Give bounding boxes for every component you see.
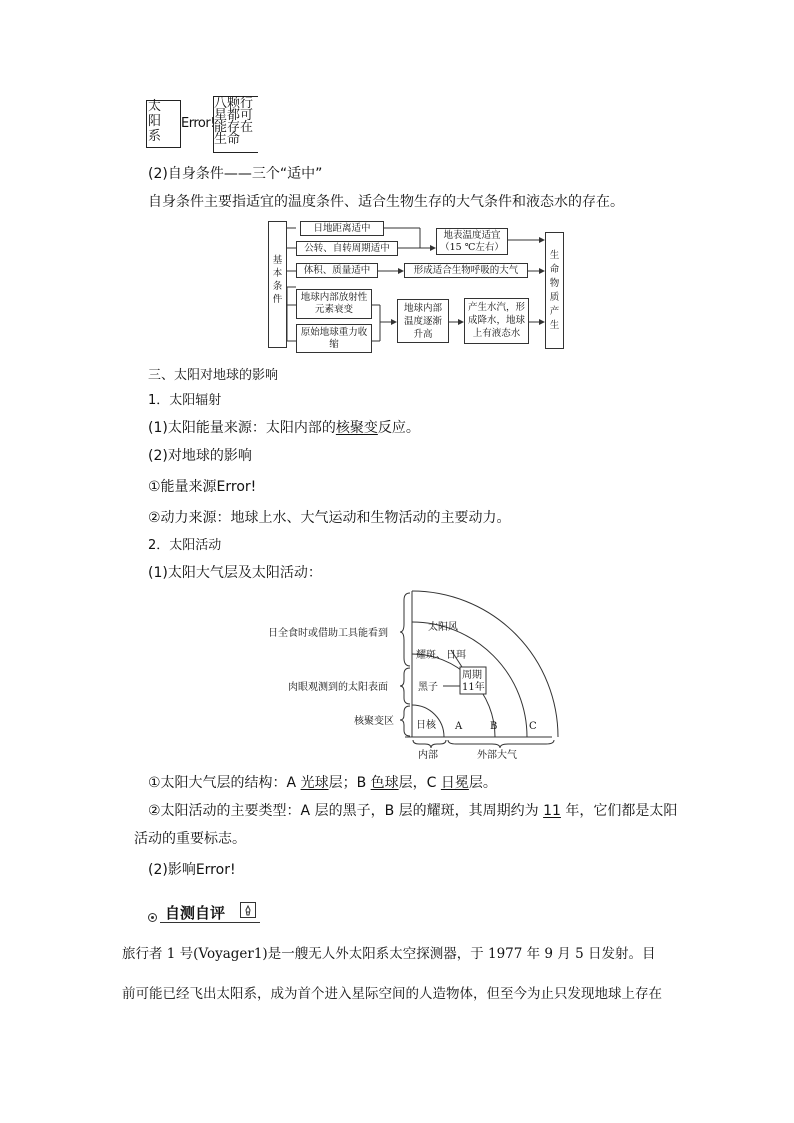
structure-text: ①太阳大气层的结构：A	[148, 775, 301, 791]
label-layer-c: C	[529, 721, 537, 732]
result-char: 命	[549, 264, 560, 275]
self-test-heading: 自测自评	[165, 904, 226, 922]
corona-arc	[412, 591, 558, 737]
energy-source-error: ①能量来源Error!	[148, 479, 257, 495]
solar-atmosphere-heading: (1)太阳大气层及太阳活动：	[148, 565, 322, 581]
photosphere-answer: 光球	[300, 775, 329, 791]
activity-text: 年，它们都是太阳	[560, 803, 678, 819]
impact-heading: (2)对地球的影响	[148, 448, 252, 464]
label-period-years: 11年	[462, 682, 485, 693]
condition-volume: 体积、质量适中	[296, 263, 378, 278]
label-char: 本	[272, 268, 283, 279]
brace-core	[400, 706, 410, 736]
solar-system-char: 阳	[148, 114, 162, 129]
condition-gravity: 原始地球重力收缩	[296, 324, 372, 353]
label-outer-atmosphere: 外部大气	[477, 750, 517, 761]
power-source-line: ②动力来源：地球上水、大气运动和生物活动的主要动力。	[148, 510, 511, 526]
temperature-box: 地表温度适宜（15 ℃左右）	[436, 228, 508, 255]
activity-types-line	[148, 801, 677, 821]
activity-types-line-2: 活动的重要标志。	[134, 831, 246, 847]
solar-system-char: 太	[148, 99, 162, 114]
label-char: 基	[272, 255, 283, 266]
planets-line: 能存在	[214, 120, 254, 135]
label-core-zone: 核聚变区	[354, 716, 394, 727]
energy-source-text: (1)太阳能量来源：太阳内部的	[148, 420, 336, 436]
result-char: 生	[549, 250, 560, 261]
structure-text: 层。	[468, 775, 497, 791]
planets-line: 星都可	[214, 108, 254, 123]
label-solar-wind: 太阳风	[428, 622, 458, 633]
result-char: 产	[549, 306, 560, 317]
solar-radiation-heading: 1．太阳辐射	[148, 393, 222, 408]
label-sunspot: 黑子	[418, 682, 438, 693]
condition-radioactive: 地球内部放射性元素衰变	[296, 289, 372, 319]
label-interior: 内部	[418, 750, 438, 761]
energy-source-end: 反应。	[377, 420, 420, 436]
label-flares: 耀斑、日珥	[416, 650, 466, 661]
error-text: Error!	[181, 116, 215, 131]
fusion-answer: 核聚变	[335, 420, 378, 436]
condition-distance: 日地距离适中	[300, 221, 384, 236]
brace-eclipse	[400, 593, 410, 666]
label-core: 日核	[416, 720, 436, 731]
section-3-heading: 三、太阳对地球的影响	[148, 368, 279, 383]
structure-text: 层；B	[328, 775, 371, 791]
period-answer: 11	[543, 803, 561, 819]
target-icon	[148, 913, 157, 922]
solar-system-char: 系	[148, 129, 162, 144]
brace-outer	[448, 740, 554, 748]
label-layer-a: A	[455, 721, 463, 732]
result-char: 物	[549, 278, 560, 289]
label-layer-b: B	[490, 721, 498, 732]
planets-line: 八颗行	[214, 96, 254, 111]
self-test-line-1: 旅行者 1 号(Voyager1)是一艘无人外太阳系太空探测器，于 1977 年 9 月 5 日发射。目	[122, 946, 656, 962]
label-char: 件	[272, 294, 283, 305]
structure-text: 层，C	[398, 775, 441, 791]
internal-heat-box: 地球内部温度逐渐升高	[397, 299, 449, 343]
atmosphere-box: 形成适合生物呼吸的大气	[404, 263, 528, 278]
corona-answer: 日冕	[440, 775, 469, 791]
planets-line: 生命	[214, 132, 241, 147]
activity-text: ②太阳活动的主要类型：A 层的黑子，B 层的耀斑，其周期约为	[148, 803, 544, 819]
header-underline	[160, 922, 260, 923]
result-char: 生	[549, 320, 560, 331]
self-conditions-description: 自身条件主要指适宜的温度条件、适合生物生存的大气条件和液态水的存在。	[148, 194, 624, 210]
chromosphere-answer: 色球	[370, 775, 399, 791]
label-char: 条	[272, 281, 283, 292]
condition-period: 公转、自转周期适中	[296, 241, 398, 256]
pencil-icon	[240, 902, 256, 918]
result-char: 质	[549, 292, 560, 303]
label-visible-surface: 肉眼观测到的太阳表面	[288, 682, 388, 693]
label-period: 周期	[462, 670, 482, 681]
self-test-line-2: 前可能已经飞出太阳系，成为首个进入星际空间的人造物体，但至今为止只发现地球上存在	[122, 986, 662, 1002]
atmosphere-structure-line	[148, 773, 497, 793]
label-eclipse: 日全食时或借助工具能看到	[268, 628, 388, 639]
influence-error: (2)影响Error!	[148, 862, 236, 878]
brace-surface	[400, 668, 410, 704]
solar-activity-heading: 2．太阳活动	[148, 538, 222, 553]
brace-inner	[413, 740, 446, 748]
liquid-water-box: 产生水汽，形成降水，地球上有液态水	[464, 298, 529, 344]
self-conditions-heading: (2)自身条件——三个“适中”	[148, 166, 323, 182]
